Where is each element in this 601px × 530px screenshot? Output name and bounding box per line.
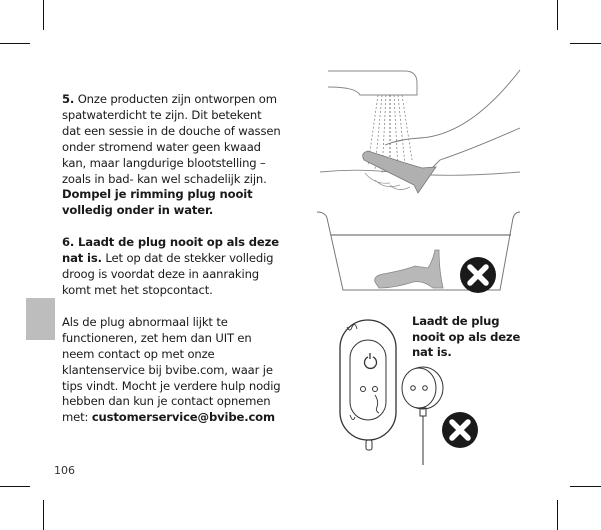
crop-mark bbox=[557, 0, 558, 30]
plug-in-bath-illustration bbox=[315, 210, 520, 300]
crop-mark bbox=[0, 43, 30, 44]
x-icon bbox=[460, 257, 496, 293]
faucet-hands-washing-plug-illustration bbox=[320, 65, 560, 215]
section-6-body: Let op dat de stekker volledig droog is voordat deze in aanraking komt met het stopcontact. bbox=[62, 251, 274, 297]
chapter-tab bbox=[26, 298, 55, 340]
section-6-heading: 6. Laadt de plug nooit op als deze nat is. bbox=[62, 235, 279, 266]
crop-mark bbox=[0, 486, 30, 487]
section-5-warning: Dompel je rimming plug nooit volledig onder in water. bbox=[62, 187, 253, 218]
section-5-body: Onze producten zijn ontworpen om spatwaterdicht te zijn. Dit betekent dat een sessie in de douche of wassen onder stromend water geen kwaad kan, maar langdurige blootstelling –zoals in bad- kan wel schadelijk zijn. bbox=[62, 92, 281, 186]
crop-mark bbox=[570, 486, 601, 487]
support-paragraph bbox=[62, 315, 282, 426]
crop-mark bbox=[557, 500, 558, 530]
section-5-number: 5. bbox=[62, 92, 75, 106]
section-6 bbox=[62, 235, 282, 299]
crop-mark bbox=[570, 43, 601, 44]
support-email[interactable]: customerservice@bvibe.com bbox=[91, 410, 275, 425]
section-5 bbox=[62, 92, 282, 219]
page-number: 106 bbox=[54, 464, 75, 477]
support-body: Als de plug abnormaal lijkt te functioneren, zet hem dan UIT en neem contact op met onze klantenservice bij bvibe.com, waar je tips vindt. Mocht je verdere hulp nodig hebben dan kun je contact opnemen met: bbox=[62, 314, 281, 425]
crop-mark bbox=[43, 500, 44, 530]
charging-warning-caption: Laadt de plug nooit op als deze nat is. bbox=[412, 314, 521, 360]
crop-mark bbox=[43, 0, 44, 30]
x-icon bbox=[442, 412, 478, 448]
instructions-column bbox=[62, 92, 282, 426]
